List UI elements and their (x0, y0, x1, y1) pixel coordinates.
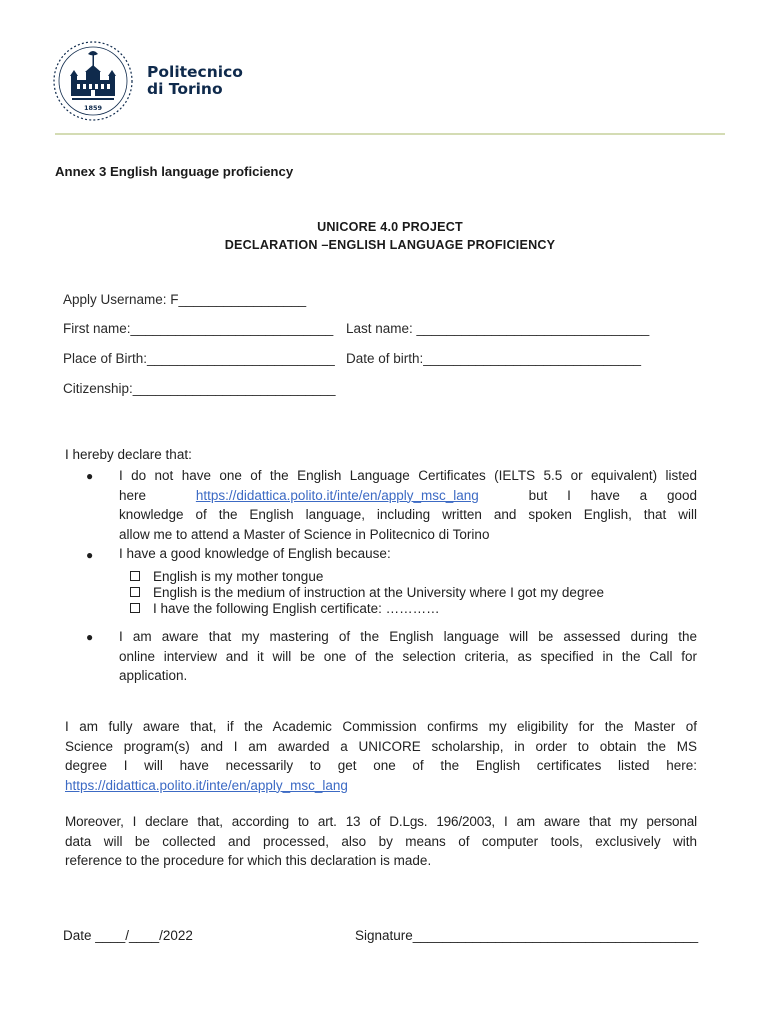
item1-rest: but I have a good (528, 487, 697, 503)
header-divider (55, 133, 725, 135)
declaration-item-1 (119, 466, 697, 544)
item1-here: here (119, 487, 147, 503)
checkbox[interactable] (130, 587, 140, 597)
logo-name (147, 64, 243, 98)
logo-line2: di Torino (147, 80, 223, 98)
username-field[interactable]: Apply Username: F_________________ (63, 292, 307, 307)
awareness-paragraph (65, 717, 697, 795)
para1-line1: I am fully aware that, if the Academic Commission confirms my eligibility for the Master of (65, 719, 697, 734)
place-of-birth-field[interactable]: Place of Birth:_________________________ (63, 351, 335, 366)
bullet-icon: ● (86, 548, 94, 562)
option-label: English is my mother tongue (153, 569, 324, 584)
item1-line2 (119, 486, 697, 506)
para2-line2: data will be collected and processed, also by means of computer tools, exclusively with (65, 833, 697, 849)
item3-line1: I am aware that my mastering of the English language will be assessed during the (119, 629, 697, 644)
svg-text:1859: 1859 (83, 104, 103, 112)
checkbox[interactable] (130, 603, 140, 613)
item1-line4: allow me to attend a Master of Science in Politecnico di Torino (119, 526, 490, 542)
bullet-icon: ● (86, 469, 94, 483)
seal-icon (52, 40, 134, 122)
signature-field[interactable]: Signature______________________________________ (355, 928, 699, 943)
apply-msc-lang-link[interactable]: https://didattica.polito.it/inte/en/apply_msc_lang (195, 487, 479, 503)
declaration-item-2: I have a good knowledge of English because: (119, 546, 391, 561)
declaration-title: DECLARATION –ENGLISH LANGUAGE PROFICIENCY (224, 238, 556, 252)
date-field[interactable]: Date ____/____/2022 (63, 928, 193, 943)
item1-line1: I do not have one of the English Language Certificates (IELTS 5.5 or equivalent) listed (119, 468, 697, 483)
first-name-field[interactable]: First name:___________________________ (63, 321, 334, 336)
last-name-field[interactable]: Last name: _______________________________ (346, 321, 650, 336)
annex-title: Annex 3 English language proficiency (55, 164, 294, 179)
bullet-icon: ● (86, 630, 94, 644)
checkbox[interactable] (130, 571, 140, 581)
para1-line2: Science program(s) and I am awarded a UNICORE scholarship, in order to obtain the MS (65, 738, 697, 754)
option-label: English is the medium of instruction at the University where I got my degree (153, 585, 604, 600)
para2-line1: Moreover, I declare that, according to art. 13 of D.Lgs. 196/2003, I am aware that my personal (65, 814, 697, 829)
para2-line3: reference to the procedure for which this declaration is made. (65, 853, 432, 869)
item1-line3: knowledge of the English language, including written and spoken English, that will (119, 507, 697, 523)
privacy-paragraph (65, 812, 697, 871)
declaration-intro: I hereby declare that: (65, 447, 192, 462)
declaration-item-3 (119, 627, 697, 686)
project-title: UNICORE 4.0 PROJECT (317, 220, 463, 234)
option-mother-tongue[interactable] (130, 569, 323, 584)
citizenship-field[interactable]: Citizenship:___________________________ (63, 381, 336, 396)
logo-line1: Politecnico (147, 63, 243, 81)
date-of-birth-field[interactable]: Date of birth:_____________________________ (346, 351, 642, 366)
item3-line3: application. (119, 668, 188, 684)
apply-msc-lang-link[interactable]: https://didattica.polito.it/inte/en/apply_msc_lang (65, 777, 348, 793)
option-english-certificate[interactable] (130, 601, 440, 616)
item3-line2: online interview and it will be one of the selection criteria, as specified in the Call for (119, 648, 697, 664)
option-label: I have the following English certificate: ………… (153, 601, 440, 616)
option-medium-of-instruction[interactable] (130, 585, 604, 600)
para1-line3: degree I will have necessarily to get one of the English certificates listed here: (65, 758, 697, 774)
politecnico-logo (52, 40, 252, 122)
